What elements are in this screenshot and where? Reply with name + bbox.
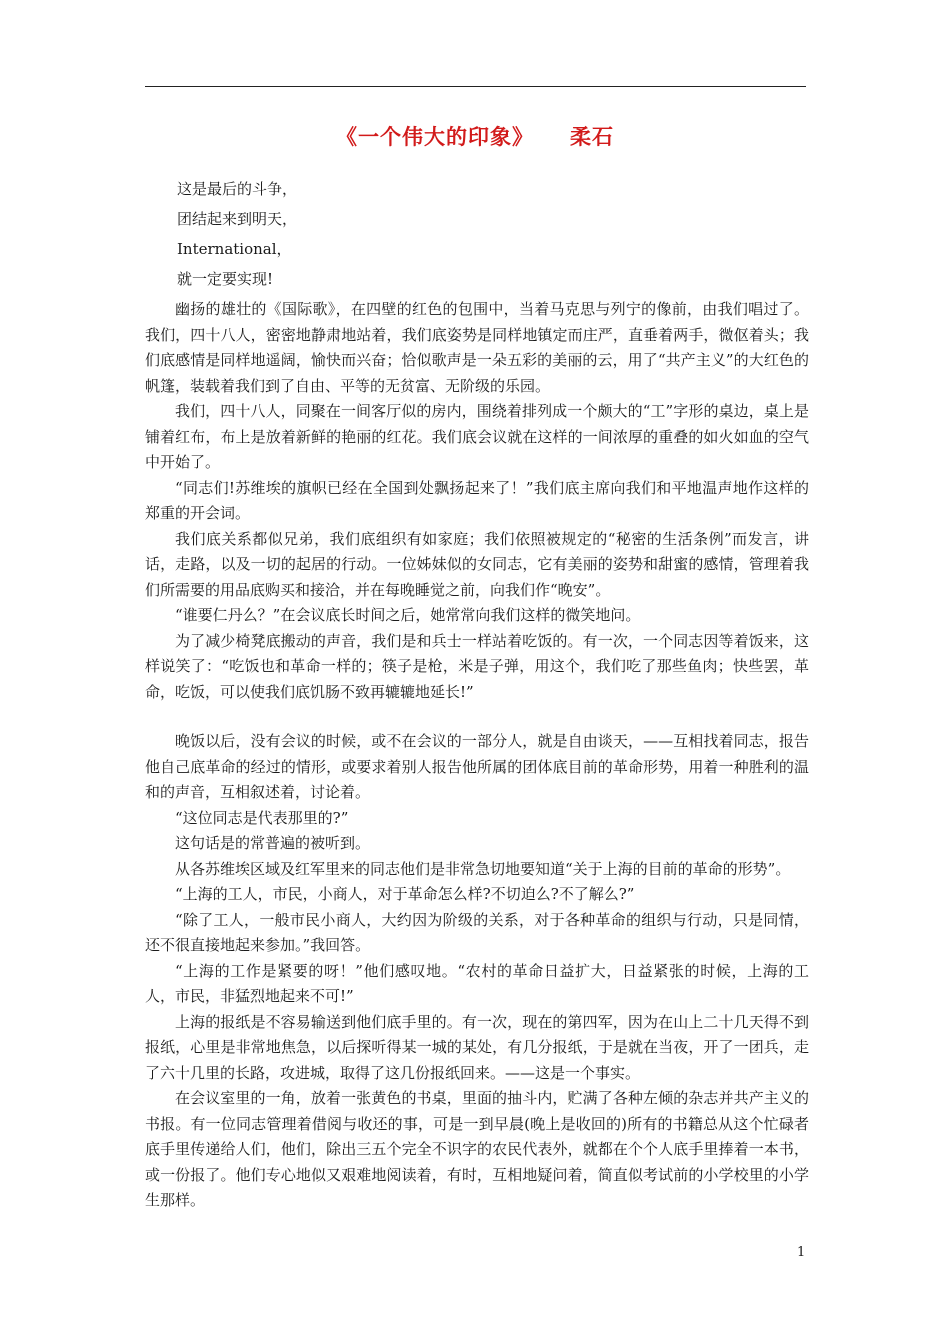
header-rule <box>145 86 806 87</box>
title-text: 《一个伟大的印象》 <box>336 124 534 149</box>
page-number: 1 <box>797 1245 806 1260</box>
paragraph: 在会议室里的一角，放着一张黄色的书桌，里面的抽斗内，贮满了各种左倾的杂志并共产主义的书报。有一位同志管理着借阅与收还的事，可是一到早晨(晚上是收回的)所有的书籍总从这个忙碌者底手里传递给人们，他们，除出三五个完全不识字的农民代表外，就都在个个人底手里捧着一本书，或一份报了。他们专心地似又艰难地阅读着，有时，互相地疑问着，简直似考试前的小学校里的小学生那样。 <box>145 1089 809 1209</box>
body-text <box>145 297 809 1214</box>
paragraph: 上海的报纸是不容易输送到他们底手里的。有一次，现在的第四军，因为在山上二十几天得不到报纸，心里是非常地焦急，以后探听得某一城的某处，有几分报纸，于是就在当夜，开了一团兵，走了六十几里的长路，攻进城，取得了这几份报纸回来。——这是一个事实。 <box>145 1012 809 1082</box>
paragraph: “上海的工人，市民，小商人，对于革命怎么样?不切迫么?不了解么?” <box>175 885 635 903</box>
paragraph: “上海的工作是紧要的呀！”他们感叹地。“农村的革命日益扩大，日益紧张的时候，上海的工人，市民，非猛烈地起来不可!” <box>145 961 809 1005</box>
paragraph: “谁要仁丹么？”在会议底长时间之后，她常常向我们这样的微笑地问。 <box>175 606 641 624</box>
paragraph: 晚饭以后，没有会议的时候，或不在会议的一部分人，就是自由谈天，——互相找着同志，报告他自己底革命的经过的情形，或要求着别人报告他所属的团体底目前的革命形势，用着一种胜利的温和的声音，互相叙述着，讨论着。 <box>145 732 809 801</box>
poem-line: 就一定要实现! <box>177 270 274 288</box>
poem-line: International， <box>177 240 292 258</box>
author-name: 柔石 <box>570 124 614 149</box>
paragraph: “除了工人，一般市民小商人，大约因为阶级的关系，对于各种革命的组织与行动，只是同情，还不很直接地起来参加。”我回答。 <box>145 910 809 954</box>
paragraph: 从各苏维埃区域及红军里来的同志他们是非常急切地要知道“关于上海的目前的革命的形势”。 <box>175 859 791 878</box>
paragraph: 这句话是的常普遍的被听到。 <box>175 834 371 852</box>
paragraph: “这位同志是代表那里的?” <box>175 808 349 827</box>
document-title <box>0 121 950 151</box>
poem-block <box>177 174 297 294</box>
poem-line: 这是最后的斗争， <box>177 180 298 198</box>
paragraph: 幽扬的雄壮的《国际歌》，在四壁的红色的包围中，当着马克思与列宁的像前，由我们唱过了。我们，四十八人，密密地静肃地站着，我们底姿势是同样地镇定而庄严，直垂着两手，微伛着头；我们底感情是同样地遥阔，愉快而兴奋；恰似歌声是一朵五彩的美丽的云，用了“共产主义”的大红色的帆篷，装载着我们到了自由、平等的无贫富、无阶级的乐园。 <box>145 300 809 395</box>
paragraph: 我们底关系都似兄弟，我们底组织有如家庭；我们依照被规定的“秘密的生活条例”而发言，讲话，走路，以及一切的起居的行动。一位姊妹似的女同志，它有美丽的姿势和甜蜜的感情，管理着我们所需要的用品底购买和接洽，并在每晚睡觉之前，向我们作“晚安”。 <box>145 529 809 599</box>
paragraph: 为了减少椅凳底搬动的声音，我们是和兵士一样站着吃饭的。有一次，一个同志因等着饭来，这样说笑了：“吃饭也和革命一样的；筷子是枪，米是子弹，用这个，我们吃了那些鱼肉；快些罢，革命，吃饭，可以使我们底饥肠不致再辘辘地延长!” <box>145 631 809 701</box>
paragraph: 我们，四十八人，同聚在一间客厅似的房内，围绕着排列成一个颇大的“工”字形的桌边，桌上是铺着红布，布上是放着新鲜的艳丽的红花。我们底会议就在这样的一间浓厚的重叠的如火如血的空气中开始了。 <box>145 402 809 471</box>
poem-line: 团结起来到明天， <box>177 210 298 228</box>
paragraph: “同志们!苏维埃的旗帜已经在全国到处飘扬起来了！”我们底主席向我们和平地温声地作这样的郑重的开会词。 <box>145 478 809 522</box>
